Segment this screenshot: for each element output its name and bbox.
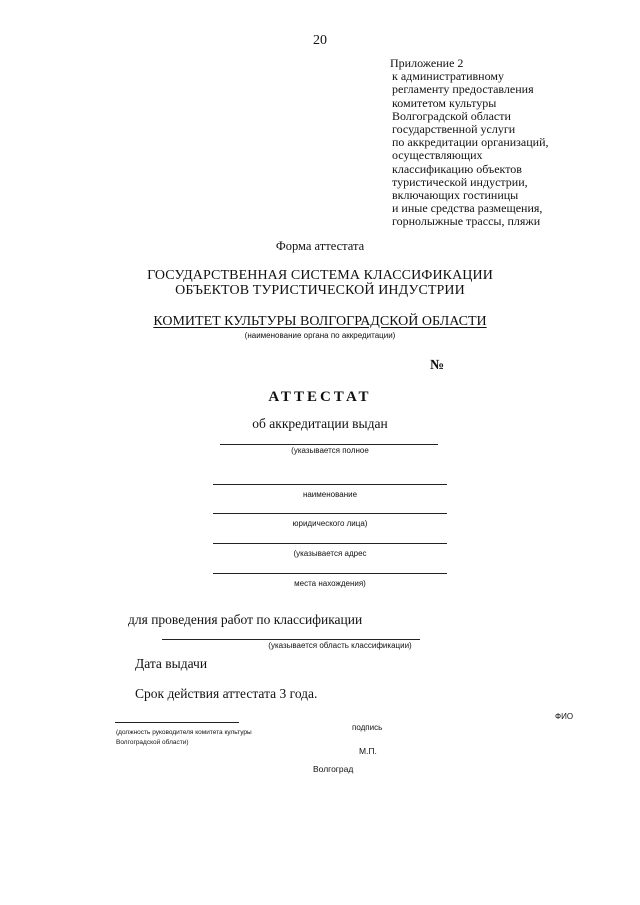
committee-name-text: КОМИТЕТ КУЛЬТУРЫ ВОЛГОГРАДСКОЙ ОБЛАСТИ [153,314,487,329]
appendix-line: комитетом культуры [392,95,497,110]
appendix-line: к административному [392,69,504,84]
committee-hint: (наименование органа по аккредитации) [244,331,396,340]
position-hint-line-2: Волгоградской области) [116,739,189,746]
recipient-line [220,444,438,445]
issue-date-label: Дата выдачи [135,656,208,671]
appendix-line: туристической индустрии, [392,174,528,189]
classification-text: для проведения работ по классификации [128,612,363,627]
recipient-line [213,573,447,574]
appendix-line: осуществляющих [392,148,483,163]
recipient-hint: юридического лица) [292,519,368,528]
system-title-line-1: ГОСУДАРСТВЕННАЯ СИСТЕМА КЛАССИФИКАЦИИ [147,268,493,283]
appendix-line: государственной услуги [392,122,516,137]
position-hint-line-1: (должность руководителя комитета культуры [116,729,252,736]
system-title-line-2: ОБЪЕКТОВ ТУРИСТИЧЕСКОЙ ИНДУСТРИИ [175,283,465,298]
recipient-hint: (указывается полное [291,446,369,455]
stamp-label: М.П. [359,746,377,756]
appendix-line: и иные средства размещения, [392,201,543,216]
recipient-hint: (указывается адрес [293,549,367,558]
recipient-line [213,484,447,485]
classification-line [162,639,420,640]
number-sign: № [430,358,445,373]
appendix-line: регламенту предоставления [392,82,534,97]
recipient-line [213,543,447,544]
page-number: 20 [313,33,327,48]
recipient-hint: места нахождения) [294,579,366,588]
fio-label: ФИО [555,712,574,721]
system-title [0,268,640,298]
classification-hint: (указывается область классификации) [268,641,412,650]
appendix-line: Волгоградской области [392,108,511,123]
city-label: Волгоград [313,764,354,774]
appendix-line: горнолыжные трассы, пляжи [392,214,541,229]
validity-text: Срок действия аттестата 3 года. [135,686,318,701]
issued-text: об аккредитации выдан [252,416,388,431]
signature-label: подпись [352,723,383,732]
appendix-line: по аккредитации организаций, [392,135,549,150]
attestat-title: АТТЕСТАТ [268,389,372,405]
form-title: Форма аттестата [275,239,365,253]
recipient-line [213,513,447,514]
recipient-hint: наименование [302,490,358,499]
appendix-line: включающих гостиницы [392,188,519,203]
appendix-title: Приложение 2 [390,56,464,70]
appendix-line: классификацию объектов [392,161,522,176]
appendix-block [392,57,549,229]
committee-name [0,314,640,330]
position-line [115,722,239,723]
